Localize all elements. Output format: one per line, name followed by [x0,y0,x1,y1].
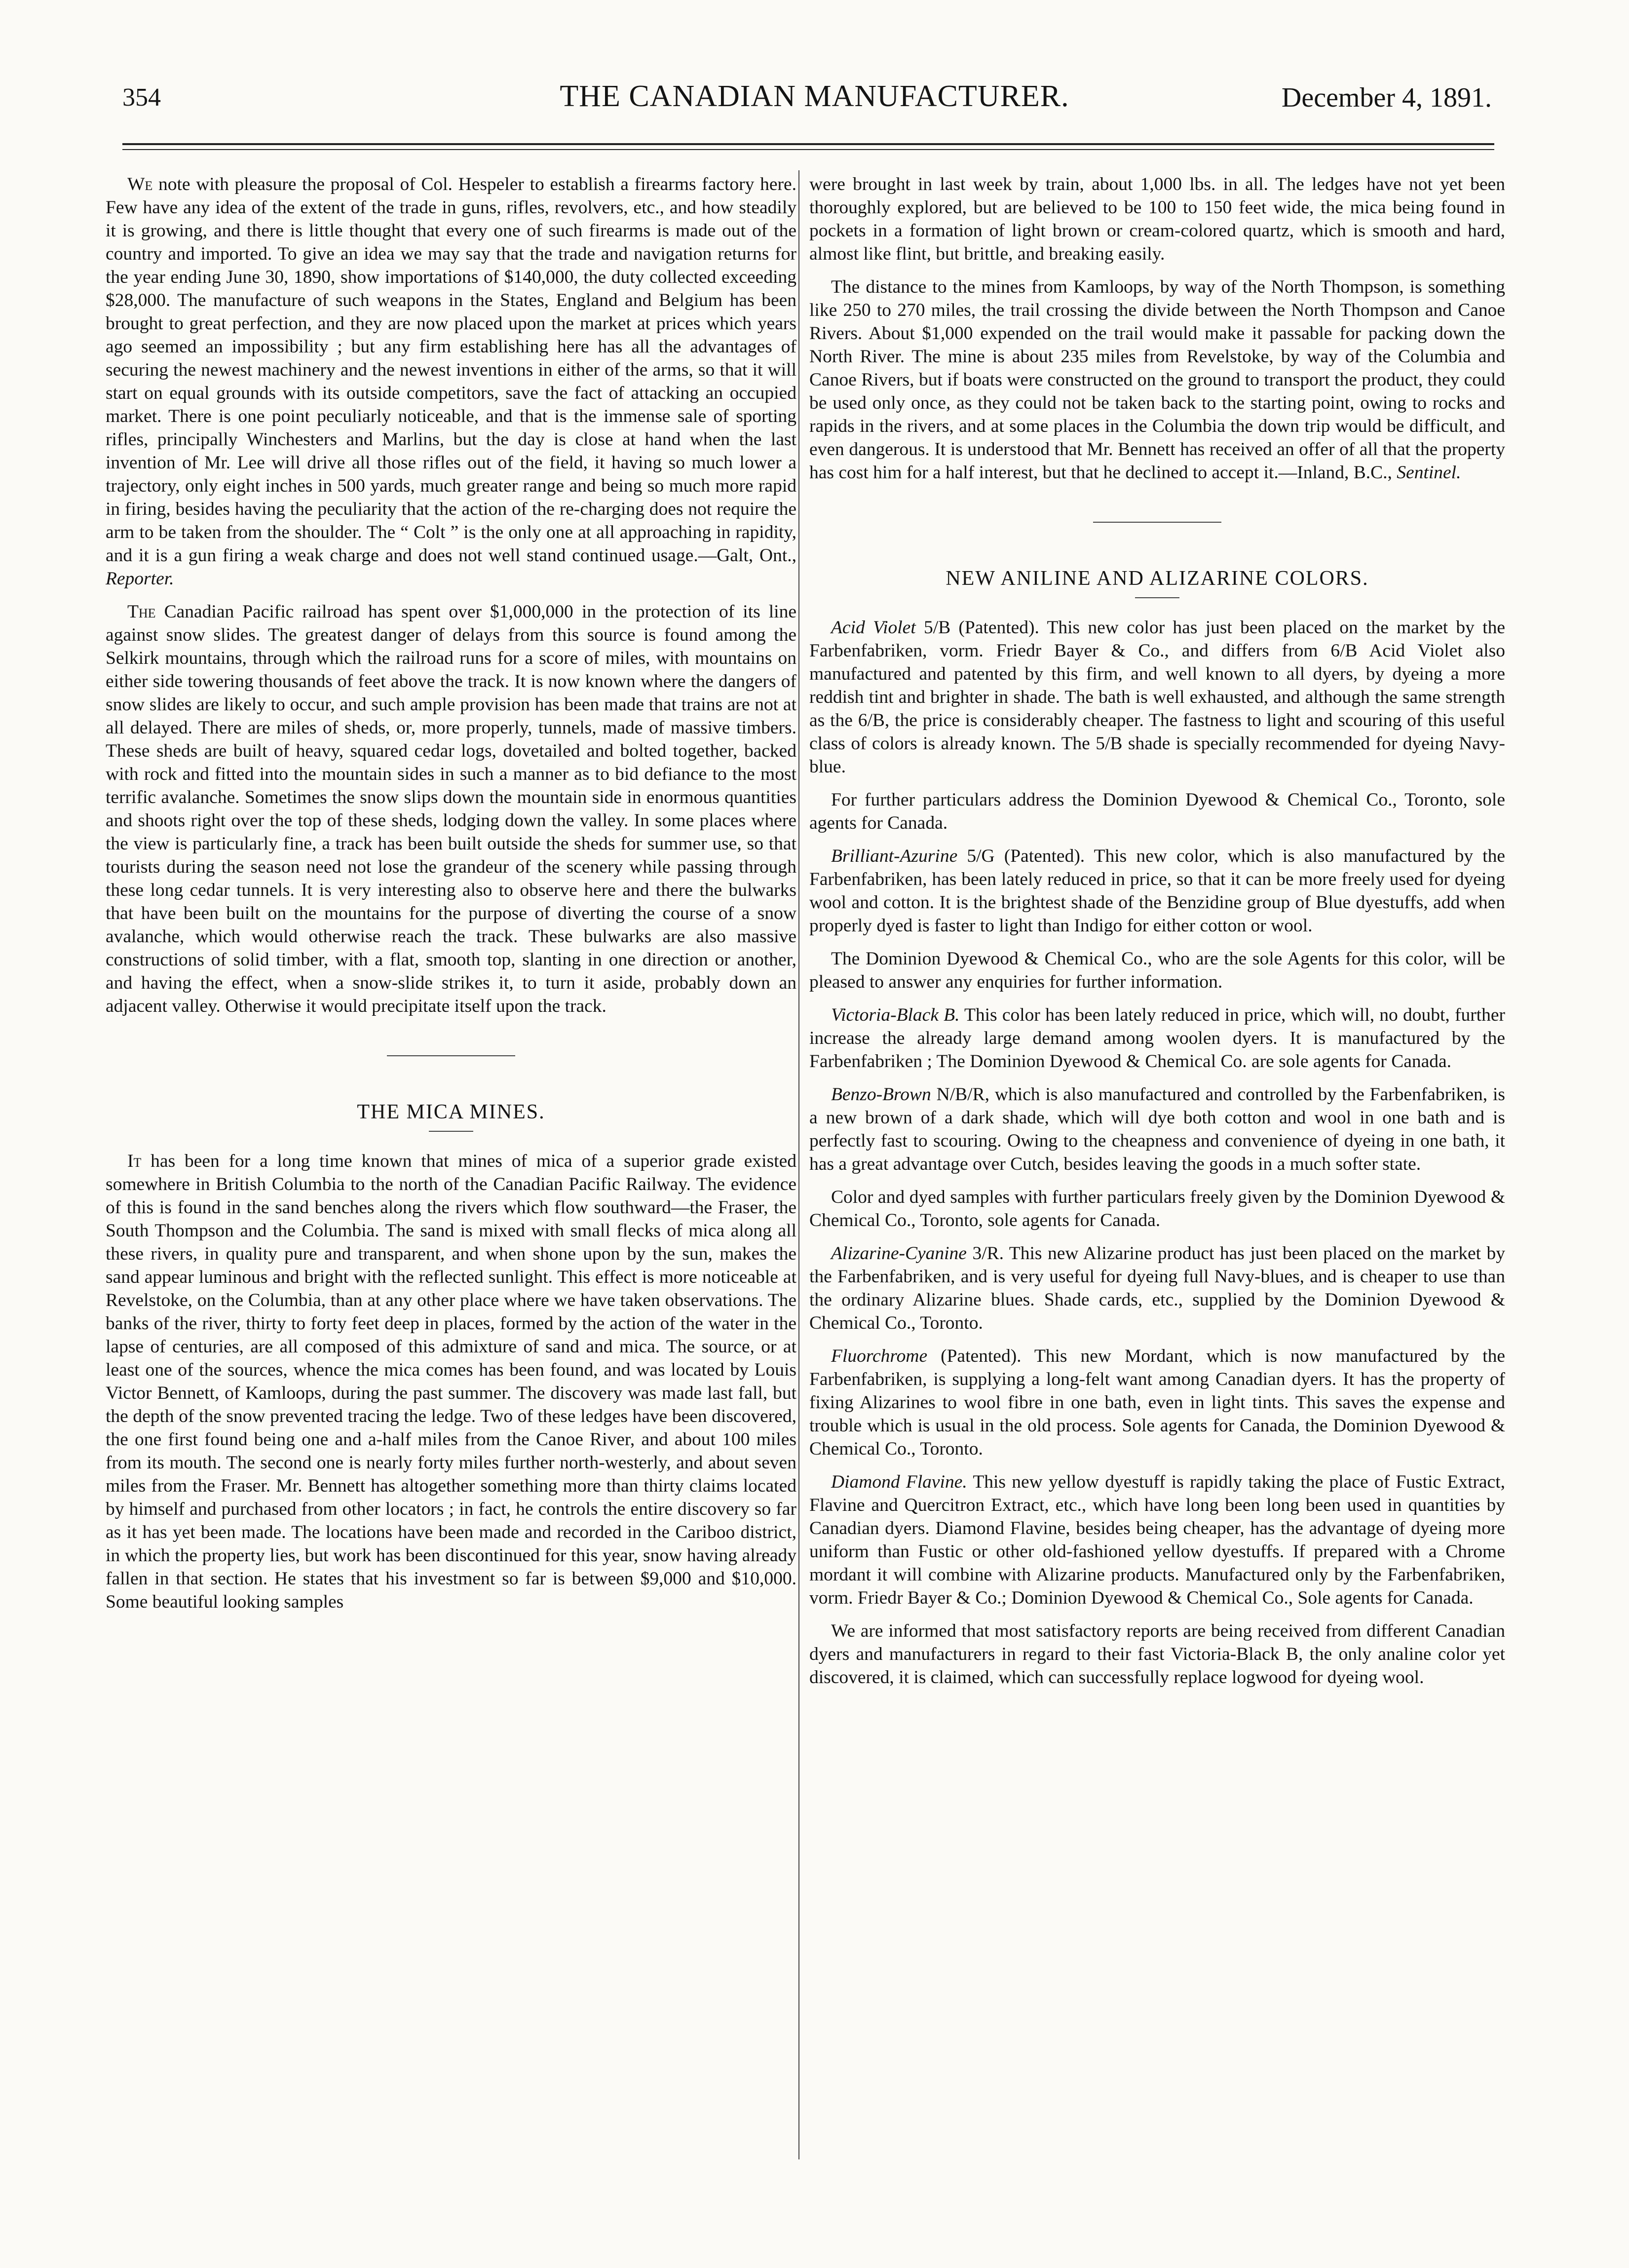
brilliant-azurine-paragraph [809,845,1505,937]
article-body: has been for a long time known that mines of mica of a superior grade existed somewhere in British Columbia to the north of the Canadian Pacific Railway. The evidence of this is found in the sand benches along the rivers which flow southward—the Fraser, the South Thompson and the Columbia. The sand is mixed with small flecks of mica along all these rivers, in quality pure and transparent, and when shone upon by the sun, makes the sand appear luminous and bright with the reflected sunlight. This effect is more noticeable at Revelstoke, on the Columbia, than at any other place where we have taken observations. The banks of the river, thirty to forty feet deep in places, formed by the action of the water in the lapse of centuries, are all composed of this admixture of sand and mica. The source, or at least one of the sources, whence the mica comes has been found, and was located by Louis Victor Bennett, of Kamloops, during the past summer. The discovery was made last fall, but the depth of the snow prevented tracing the ledge. Two of these ledges have been discovered, the one first found being one and a-half miles from the Canoe River, and about 100 miles from its mouth. The second one is nearly forty miles further north-westerly, and about seven miles from the Fraser. Mr. Bennett has altogether something more than thirty claims located by himself and purchased from other locators ; in fact, he controls the entire discovery so far as it has yet been made. The locations have been made and recorded in the Cariboo district, in which the property lies, but work has been discontinued for this year, snow having already fallen in that section. He states that his investment so far is between $9,000 and $10,000. Some beautiful looking samples [106,1151,796,1612]
lead-word: The [127,602,156,622]
agents-paragraph: For further particulars address the Dominion Dyewood & Chemical Co., Toronto, sole agents for Canada. [809,790,1505,833]
closing-paragraph: We are informed that most satisfactory reports are being received from different Canadian dyers and manufacturers in regard to their fast Victoria-Black B, the only analine color yet discovered, it is claimed, which can successfully replace logwood for dyeing wool. [809,1621,1505,1688]
product-name: Alizarine-Cyanine [831,1243,967,1264]
product-name: Acid Violet [831,617,916,638]
samples-paragraph: Color and dyed samples with further particulars freely given by the Dominion Dyewood & Chemical Co., Toronto, sole agents for Canada. [809,1187,1505,1230]
product-name: Benzo-Brown [831,1084,931,1105]
publication-title: THE CANADIAN MANUFACTURER. [560,79,1069,113]
acid-violet-paragraph [809,616,1505,778]
paragraph-body: 5/G (Patented). This new color, which is also manufactured by the Farbenfabriken, has been lately reduced in price, so that it can be more freely used for dyeing wool and cotton. It is the brightest shade of the Benzidine group of Blue dyestuffs, add when properly dyed is faster to light than Indigo for either cotton or wool. [809,846,1505,936]
page-number: 354 [122,83,161,112]
product-name: Diamond Flavine. [831,1472,967,1492]
paragraph-body: N/B/R, which is also manufactured and controlled by the Farbenfabriken, is a new brown of a dark shade, which will dye both cotton and wool in one bath and is perfectly fast to scouring. Owing to the cheapness and convenience of dyeing in one bath, it has a great advantage over Cutch, besides leaving the goods in a much softer state. [809,1084,1505,1174]
column-divider [798,170,799,2159]
paragraph-body: 3/R. This new Alizarine product has just been placed on the market by the Farbenfabriken, and is very useful for dyeing full Navy-blues, and is cheaper to use than the ordinary Alizarine blues. Shade cards, etc., supplied by the Dominion Dyewood & Chemical Co., Toronto. [809,1243,1505,1333]
benzo-brown-paragraph [809,1083,1505,1176]
section-separator [387,1055,515,1056]
diamond-flavine-paragraph [809,1470,1505,1610]
agents-paragraph: The Dominion Dyewood & Chemical Co., who are the sole Agents for this color, will be pleased to answer any enquiries for further information. [809,949,1505,992]
issue-date: December 4, 1891. [1281,82,1492,113]
heading-rule [429,1131,473,1132]
article-source: Sentinel. [1397,462,1461,483]
right-column [809,173,1505,1699]
article-body: Canadian Pacific railroad has spent over $1,000,000 in the protection of its line against snow slides. The greatest danger of delays from this source is found among the Selkirk mountains, through which the railroad runs for a score of miles, with mountains on either side towering thousands of feet above the track. It is now known where the dangers of snow slides are likely to occur, and such ample provision has been made that trains are not at all delayed. There are miles of sheds, or, more properly, tunnels, made of massive timbers. These sheds are built of heavy, squared cedar logs, dovetailed and bolted together, backed with rock and fitted into the mountain sides in such a manner as to bid defiance to the most terrific avalanche. Sometimes the snow slips down the mountain side in enormous quantities and shoots right over the top of these sheds, lodging down the valley. In some places where the view is particularly fine, a track has been built outside the sheds for summer use, so that tourists during the season need not lose the grandeur of the scenery while passing through these long cedar tunnels. It is very interesting also to observe here and there the bulwarks that have been built on the mountains for the purpose of diverting the course of a snow avalanche, which would otherwise reach the track. These bulwarks are also massive constructions of solid timber, with a flat, smooth top, slanting in one direction or another, and having the effect, when a snow-slide strikes it, to turn it aside, probably down an adjacent valley. Otherwise it would precipitate itself upon the track. [106,602,796,1016]
mica-article [106,1150,796,1614]
aniline-heading: NEW ANILINE AND ALIZARINE COLORS. [946,567,1369,590]
victoria-black-paragraph [809,1003,1505,1073]
lead-word: It [127,1151,142,1171]
article-body: note with pleasure the proposal of Col. Hespeler to establish a firearms factory here. Few have any idea of the extent of the trade in guns, rifles, revolvers, etc., and how steadily it is growing, and there is little thought that every one of such firearms is made out of the country and imported. To give an idea we may say that the trade and navigation returns for the year ending June 30, 1890, show importations of $140,000, the duty collected exceeding $28,000. The manufacture of such weapons in the States, England and Belgium has been brought to great perfection, and they are now placed upon the market at prices which years ago seemed an impossibility ; but any firm establishing here has all the advantages of securing the newest machinery and the newest inventions in either of the arms, so that it will start on equal grounds with its outside competitors, save the fact of attacking an occupied market. There is one point peculiarly noticeable, and that is the immense sale of sporting rifles, principally Winchesters and Marlins, but the day is close at hand when the last invention of Mr. Lee will drive all those rifles out of the field, it having so much lower a trajectory, only eight inches in 500 yards, much greater range and being so much more rapid in firing, besides having the peculiarity that the action of the re-charging does not require the arm to be taken from the shoulder. The “ Colt ” is the only one at all approaching in rapidity, and it is a gun firing a weak charge and does not well stand continued usage.—Galt, Ont., [106,174,796,566]
alizarine-cyanine-paragraph [809,1242,1505,1335]
left-column [106,173,796,1623]
heading-rule [1135,597,1179,598]
firearms-article [106,173,796,590]
product-name: Victoria-Black B. [831,1005,960,1025]
mica-heading: THE MICA MINES. [357,1101,545,1123]
lead-word: We [127,174,153,194]
mica-article-continued: were brought in last week by train, about 1,000 lbs. in all. The ledges have not yet been thoroughly explored, but are believed to be 100 to 150 feet wide, the mica being found in pockets in a formation of light brown or cream-colored quartz, which is smooth and hard, almost like flint, but brittle, and breaking easily. [809,174,1505,264]
paragraph-body: This color has been lately reduced in price, which will, no doubt, further increase the already large demand among woolen dyers. It is manufactured by the Farbenfabriken ; The Dominion Dyewood & Chemical Co. are sole agents for Canada. [809,1005,1505,1072]
paragraph-body: 5/B (Patented). This new color has just been placed on the market by the Farbenfabriken, vorm. Friedr Bayer & Co., and differs from 6/B Acid Violet also manufactured and patented by this firm, and well known to all dyers, by dyeing a more reddish tint and brighter in shade. The bath is well exhausted, and although the same strength as the 6/B, the price is considerably cheaper. The fastness to light and scouring of this useful class of colors is already known. The 5/B shade is specially recommended for dyeing Navy-blue. [809,617,1505,777]
product-name: Fluorchrome [831,1346,928,1366]
railroad-article [106,600,796,1018]
article-source: Reporter. [106,569,174,589]
paragraph-body: (Patented). This new Mordant, which is now manufactured by the Farbenfabriken, is supplying a long-felt want among Canadian dyers. It has the property of fixing Alizarines to wool fibre in one bath, even in light tints. This saves the expense and trouble which is usual in the old process. Sole agents for Canada, the Dominion Dyewood & Chemical Co., Toronto. [809,1346,1505,1459]
page-header [0,0,1629,158]
paragraph-body: The distance to the mines from Kamloops, by way of the North Thompson, is something like 250 to 270 miles, the trail crossing the divide between the North Thompson and Canoe Rivers. About $1,000 expended on the trail would make it passable for packing down the North River. The mine is about 235 miles from Revelstoke, by way of the Columbia and Canoe Rivers, but if boats were constructed on the ground to transport the product, they could be used only once, as they could not be taken back to the starting point, owing to rocks and rapids in the rivers, and at some places in the Columbia the down trip would be difficult, and even dangerous. It is understood that Mr. Bennett has received an offer of all that the property has cost him for a half interest, but that he declined to accept it.—Inland, B.C., [809,277,1505,483]
product-name: Brilliant-Azurine [831,846,958,866]
mica-distance-paragraph [809,275,1505,484]
header-rule-thin [122,149,1494,150]
header-rule [122,143,1494,145]
fluorchrome-paragraph [809,1345,1505,1461]
section-separator [1093,522,1221,523]
paragraph-body: This new yellow dyestuff is rapidly taking the place of Fustic Extract, Flavine and Quercitron Extract, etc., which have long been long been used in quantities by Canadian dyers. Diamond Flavine, besides being cheaper, has the advantage of dyeing more uniform than Fustic or other old-fashioned yellow dyestuffs. If prepared with a Chrome mordant it will combine with Alizarine products. Manufactured only by the Farbenfabriken, vorm. Friedr Bayer & Co.; Dominion Dyewood & Chemical Co., Sole agents for Canada. [809,1472,1505,1608]
